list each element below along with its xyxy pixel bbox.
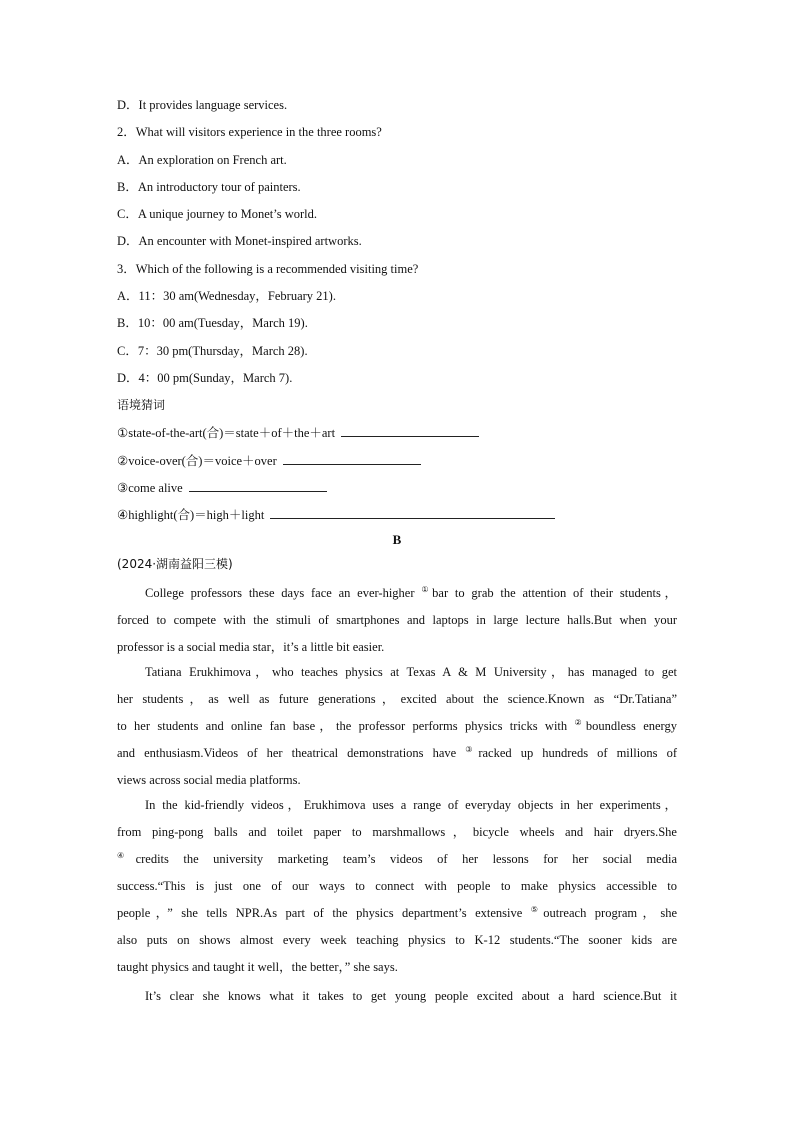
q3-option-a: A．11：30 am(Wednesday，February 21). [117,289,336,303]
p1-line-1-text-a: College professors these days face an ever-higher [145,586,422,600]
marker-3: ③ [465,745,479,754]
p1-line-1-text-b: bar to grab the attention of their students， [432,586,677,600]
p2-line-1: Tatiana Erukhimova，who teaches physics at Texas A & M University，has managed to get [145,665,677,679]
q3-option-d: D．4：00 pm(Sunday，March 7). [117,371,293,385]
p3-line-7: taught physics and taught it well，the better，” she says. [117,960,398,974]
p1-line-2: forced to compete with the stimuli of smartphones and laptops in large lecture halls.But when your [117,613,677,627]
answer-blank-3[interactable] [189,479,327,492]
p3-line-4: success.“This is just one of our ways to connect with people to make physics accessible to [117,879,677,893]
passage-paragraph-3 [117,792,677,981]
p2-line-3-text-b: boundless energy [585,719,677,733]
p4-line-1: It’s clear she knows what it takes to get young people excited about a hard science.But it [145,989,677,1003]
q3-option-b: B．10：00 am(Tuesday，March 19). [117,316,308,330]
vocab-item-4 [117,506,555,523]
p2-line-5: views across social media platforms. [117,773,301,787]
p3-line-5 [117,900,677,927]
q2-option-a: A．An exploration on French art. [117,153,287,167]
vocab-item-3 [117,479,327,496]
p2-line-2: her students，as well as future generations，excited about the science.Known as “Dr.Tatiana” [117,692,677,706]
vocab-item-1 [117,424,479,441]
p2-line-4 [117,740,677,767]
p3-line-5-text-b: outreach program，she [543,906,678,920]
answer-blank-1[interactable] [341,424,479,437]
marker-4: ④ [117,851,136,860]
vocab-heading: 语境猜词 [117,398,166,412]
p3-line-5-text-a: people，” she tells NPR.As part of the physics department’s extensive [117,906,531,920]
p3-line-1: In the kid-friendly videos，Erukhimova uses a range of everyday objects in her experiments， [145,798,677,812]
vocab-item-2 [117,452,421,469]
p3-line-6: also puts on shows almost every week teaching physics to K-12 students.“The sooner kids are [117,933,677,947]
p2-line-4-text-b: racked up hundreds of millions of [478,746,678,760]
q1-option-d: D．It provides language services. [117,98,288,112]
p2-line-3 [117,713,677,740]
q3-stem: 3．Which of the following is a recommended visiting time? [117,262,419,276]
passage-paragraph-1 [117,580,677,661]
p1-line-3: professor is a social media star，it’s a little bit easier. [117,640,385,654]
marker-5: ⑤ [530,905,544,914]
section-letter: B [392,532,402,547]
answer-blank-2[interactable] [283,452,421,465]
p2-line-3-text-a: to her students and online fan base，the professor performs physics tricks with [117,719,575,733]
p2-line-4-text-a: and enthusiasm.Videos of her theatrical demonstrations have [117,746,466,760]
p3-line-3-text: credits the university marketing team’s videos of her lessons for her social media [135,852,677,866]
p1-line-1 [117,580,677,607]
q2-option-d: D．An encounter with Monet-inspired artworks. [117,234,362,248]
vocab-item-4-text: ④highlight(合)＝high＋light [117,508,265,522]
vocab-item-1-text: ①state-of-the-art(合)＝state＋of＋the＋art [117,426,336,440]
marker-1: ① [421,585,433,594]
answer-blank-4[interactable] [270,506,555,519]
p3-line-3 [117,846,677,873]
passage-paragraph-2 [117,659,677,794]
q2-stem: 2．What will visitors experience in the three rooms? [117,125,382,139]
marker-2: ② [574,718,586,727]
section-source: (2024·湖南益阳三模) [117,557,233,571]
q2-option-b: B．An introductory tour of painters. [117,180,301,194]
passage-paragraph-4 [117,983,677,1010]
q3-option-c: C．7：30 pm(Thursday，March 28). [117,344,308,358]
q2-option-c: C．A unique journey to Monet’s world. [117,207,317,221]
p3-line-2: from ping-pong balls and toilet paper to marshmallows，bicycle wheels and hair dryers.She [117,825,677,839]
vocab-item-3-text: ③come alive [117,481,183,495]
vocab-item-2-text: ②voice-over(合)＝voice＋over [117,454,277,468]
